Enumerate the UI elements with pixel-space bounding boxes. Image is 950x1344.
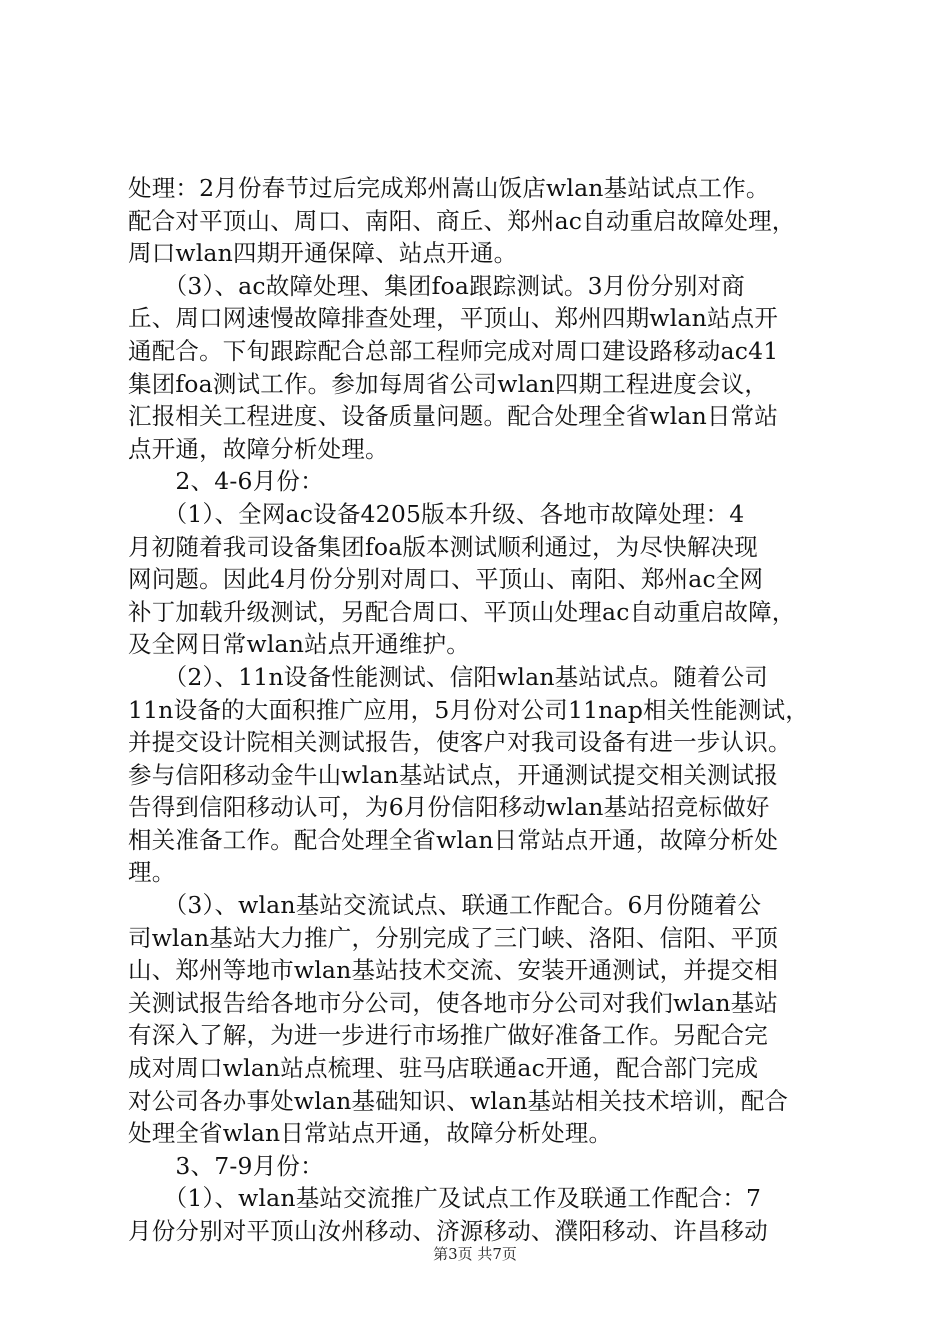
text-line: 有深入了解，为进一步进行市场推广做好准备工作。另配合完	[128, 1021, 768, 1050]
text-line: 处理全省wlan日常站点开通，故障分析处理。	[128, 1119, 613, 1148]
text-line: 相关准备工作。配合处理全省wlan日常站点开通，故障分析处	[128, 825, 779, 854]
text-line: 山、郑州等地市wlan基站技术交流、安装开通测试，并提交相	[128, 956, 779, 985]
text-line: （3）、wlan基站交流试点、联通工作配合。6月份随着公	[128, 891, 762, 920]
text-line: 丘、周口网速慢故障排查处理，平顶山、郑州四期wlan站点开	[128, 304, 779, 333]
text-line: （1）、全网ac设备4205版本升级、各地市故障处理：4	[128, 499, 745, 528]
text-line: （3）、ac故障处理、集团foa跟踪测试。3月份分别对商	[128, 271, 745, 300]
text-line: 点开通，故障分析处理。	[128, 434, 389, 463]
text-line: 关测试报告给各地市分公司，使各地市分公司对我们wlan基站	[128, 988, 779, 1017]
text-line: 集团foa测试工作。参加每周省公司wlan四期工程进度会议，	[128, 369, 769, 398]
text-line: （2）、11n设备性能测试、信阳wlan基站试点。随着公司	[128, 662, 768, 691]
text-line: 网问题。因此4月份分别对周口、平顶山、南阳、郑州ac全网	[128, 565, 764, 594]
document-body	[128, 172, 828, 1248]
page-footer	[0, 1244, 950, 1264]
text-line: 参与信阳移动金牛山wlan基站试点，开通测试提交相关测试报	[128, 760, 779, 789]
text-line: 处理：2月份春节过后完成郑州嵩山饭店wlan基站试点工作。	[128, 174, 770, 202]
text-line: 周口wlan四期开通保障、站点开通。	[128, 239, 518, 268]
text-line: 并提交设计院相关测试报告，使客户对我司设备有进一步认识。	[128, 728, 792, 757]
page-number: 第3页 共7页	[433, 1245, 517, 1263]
text-line: 对公司各办事处wlan基础知识、wlan基站相关技术培训，配合	[128, 1086, 789, 1115]
text-line: 司wlan基站大力推广，分别完成了三门峡、洛阳、信阳、平顶	[128, 923, 779, 952]
text-line: 通配合。下旬跟踪配合总部工程师完成对周口建设路移动ac41	[128, 336, 779, 365]
text-line: 理。	[128, 858, 176, 887]
text-line: 11n设备的大面积推广应用，5月份对公司11nap相关性能测试，	[128, 695, 809, 724]
text-line: 月份分别对平顶山汝州移动、济源移动、濮阳移动、许昌移动	[128, 1217, 768, 1245]
section-heading: 2、4-6月份：	[128, 467, 324, 496]
text-line: 及全网日常wlan站点开通维护。	[128, 630, 470, 659]
text-line: 补丁加载升级测试，另配合周口、平顶山处理ac自动重启故障，	[128, 597, 796, 626]
text-line: 月初随着我司设备集团foa版本测试顺利通过，为尽快解决现	[128, 532, 758, 561]
text-line: 汇报相关工程进度、设备质量问题。配合处理全省wlan日常站	[128, 402, 779, 431]
text-line: （1）、wlan基站交流推广及试点工作及联通工作配合：7	[128, 1184, 762, 1213]
text-line: 配合对平顶山、周口、南阳、商丘、郑州ac自动重启故障处理，	[128, 206, 796, 235]
section-heading: 3、7-9月份：	[128, 1151, 324, 1180]
text-line: 成对周口wlan站点梳理、驻马店联通ac开通，配合部门完成	[128, 1054, 759, 1083]
text-line: 告得到信阳移动认可，为6月份信阳移动wlan基站招竞标做好	[128, 793, 770, 822]
